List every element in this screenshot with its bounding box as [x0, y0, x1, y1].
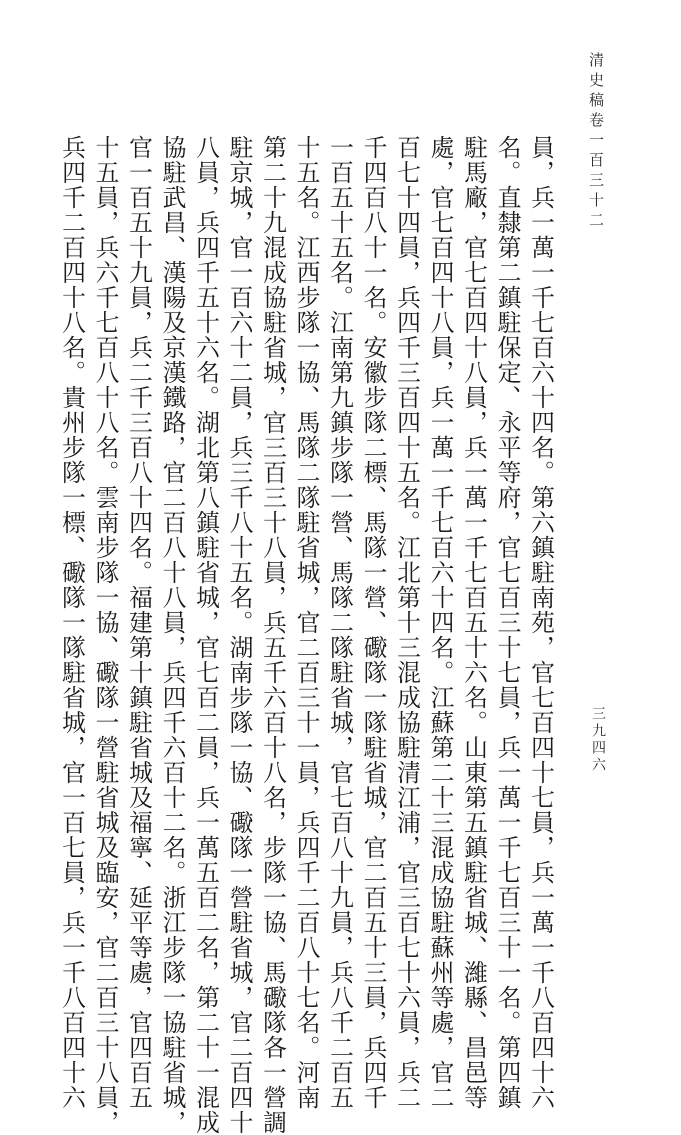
text-column: 十五員，兵六千七百八十八名。雲南步隊一協、礮隊一營駐省城及臨安，官二百三十八員， [91, 135, 120, 1135]
text-column: 協駐武昌、漢陽及京漢鐵路，官二百八十八員，兵四千六百十二名。浙江步隊一協駐省城， [158, 135, 187, 1135]
text-column: 一百五十五名。江南第九鎮步隊一營、馬隊二隊駐省城，官七百八十九員，兵八千二百五 [326, 135, 354, 1110]
text-column: 名。直隸第二鎮駐保定、永平等府，官七百三十七員，兵一萬一千七百三十一名。第四鎮 [493, 135, 522, 1110]
text-column: 官一百五十九員，兵二千三百八十四名。福建第十鎮駐省城及福寧、延平等處，官四百五 [125, 135, 153, 1110]
running-header-title: 清史稿卷一百三十二 [587, 52, 605, 232]
text-column: 十五名。江西步隊一協、馬隊二隊駐省城，官二百三十一員，兵四千二百八十七名。河南 [292, 135, 321, 1110]
text-column: 第二十九混成協駐省城，官三百三十八員，兵五千六百十八名，步隊一協、馬礮隊各一營調 [259, 135, 287, 1135]
body-text [58, 135, 557, 1135]
page-number: 三九四六 [590, 706, 606, 774]
text-column: 兵四千二百四十八名。貴州步隊一標、礮隊一隊駐省城，官一百七員，兵一千八百四十六 [58, 135, 86, 1110]
text-column: 千四百八十一名。安徽步隊二標、馬隊一營、礮隊一隊駐省城，官二百五十三員，兵四千 [359, 135, 388, 1110]
text-column: 員，兵一萬一千七百六十四名。第六鎮駐南苑，官七百四十七員，兵一萬一千八百四十六 [527, 135, 555, 1110]
text-column: 百七十四員，兵四千三百四十五名。江北第十三混成協駐清江浦，官三百七十六員，兵二 [393, 135, 421, 1110]
text-column: 駐京城，官一百六十二員，兵三千八十五名。湖南步隊一協、礮隊一營駐省城，官二百四十 [225, 135, 254, 1135]
text-column: 八員，兵四千五十六名。湖北第八鎮駐省城，官七百二員，兵一萬五百二名，第二十一混成 [192, 135, 220, 1135]
text-column: 處，官七百四十八員，兵一萬一千七百六十四名。江蘇第二十三混成協駐蘇州等處，官二 [426, 135, 455, 1110]
text-column: 駐馬廠，官七百四十八員，兵一萬一千七百五十六名。山東第五鎮駐省城、濰縣、昌邑等 [460, 135, 488, 1110]
